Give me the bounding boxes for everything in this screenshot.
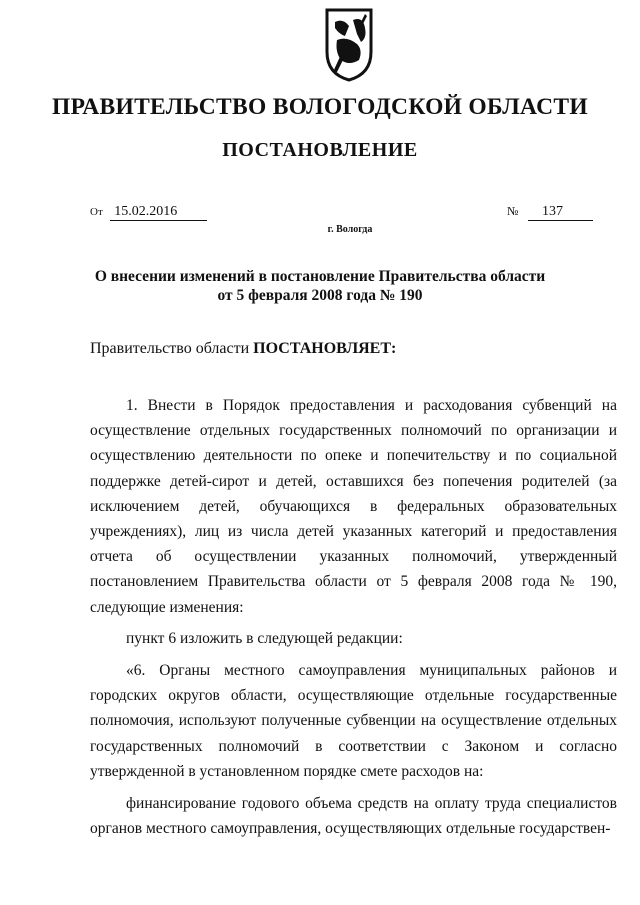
document-subject xyxy=(0,267,640,305)
document-type: ПОСТАНОВЛЕНИЕ xyxy=(222,139,418,161)
body-paragraph: финансирование годового объема средств на оплату труда специалистов органов местного самоуправления, осуществляющих отдельные государствен- xyxy=(90,794,617,837)
date-value: 15.02.2016 xyxy=(110,204,207,221)
date-prefix: От xyxy=(90,206,103,218)
preamble xyxy=(90,340,396,358)
preamble-text: Правительство области xyxy=(90,340,254,357)
body-paragraph: 1. Внести в Порядок предоставления и расходования субвенций на осуществление отдельных государственных полномочий по организации и осуществлению деятельности по опеке и попечительству и по социальной поддержке детей-сирот и детей, оставшихся без попечения родителей (за исключением детей, обучающихся в федеральных образовательных учреждениях), лиц из числа детей указанных категорий и предоставления отчета об осуществлении указанных полномочий, утвержденный постановлением Правительства области от 5 февраля 2008 года № 190, следующие изменения: xyxy=(90,397,617,616)
coat-of-arms-icon xyxy=(323,6,375,82)
number-prefix: № xyxy=(507,204,519,218)
government-name: ПРАВИТЕЛЬСТВО ВОЛОГОДСКОЙ ОБЛАСТИ xyxy=(52,94,588,120)
subject-line-1: О внесении изменений в постановление Правительства области xyxy=(94,268,546,285)
decree-word: ПОСТАНОВЛЯЕТ: xyxy=(253,340,397,357)
document-body xyxy=(90,393,617,847)
document-date xyxy=(90,204,207,221)
city: г. Вологда xyxy=(327,224,373,235)
document-number xyxy=(507,204,593,221)
body-paragraph: «6. Органы местного самоуправления муниципальных районов и городских округов области, осуществляющие отдельные государственные полномочия, используют полученные субвенции на осуществление отдельных государственных полномочий в соответствии с Законом и согласно утвержденной в установленном порядке смете расходов на: xyxy=(90,662,617,780)
number-value: 137 xyxy=(528,204,593,221)
subject-line-2: от 5 февраля 2008 года № 190 xyxy=(217,287,423,304)
body-paragraph: пункт 6 изложить в следующей редакции: xyxy=(126,630,403,648)
